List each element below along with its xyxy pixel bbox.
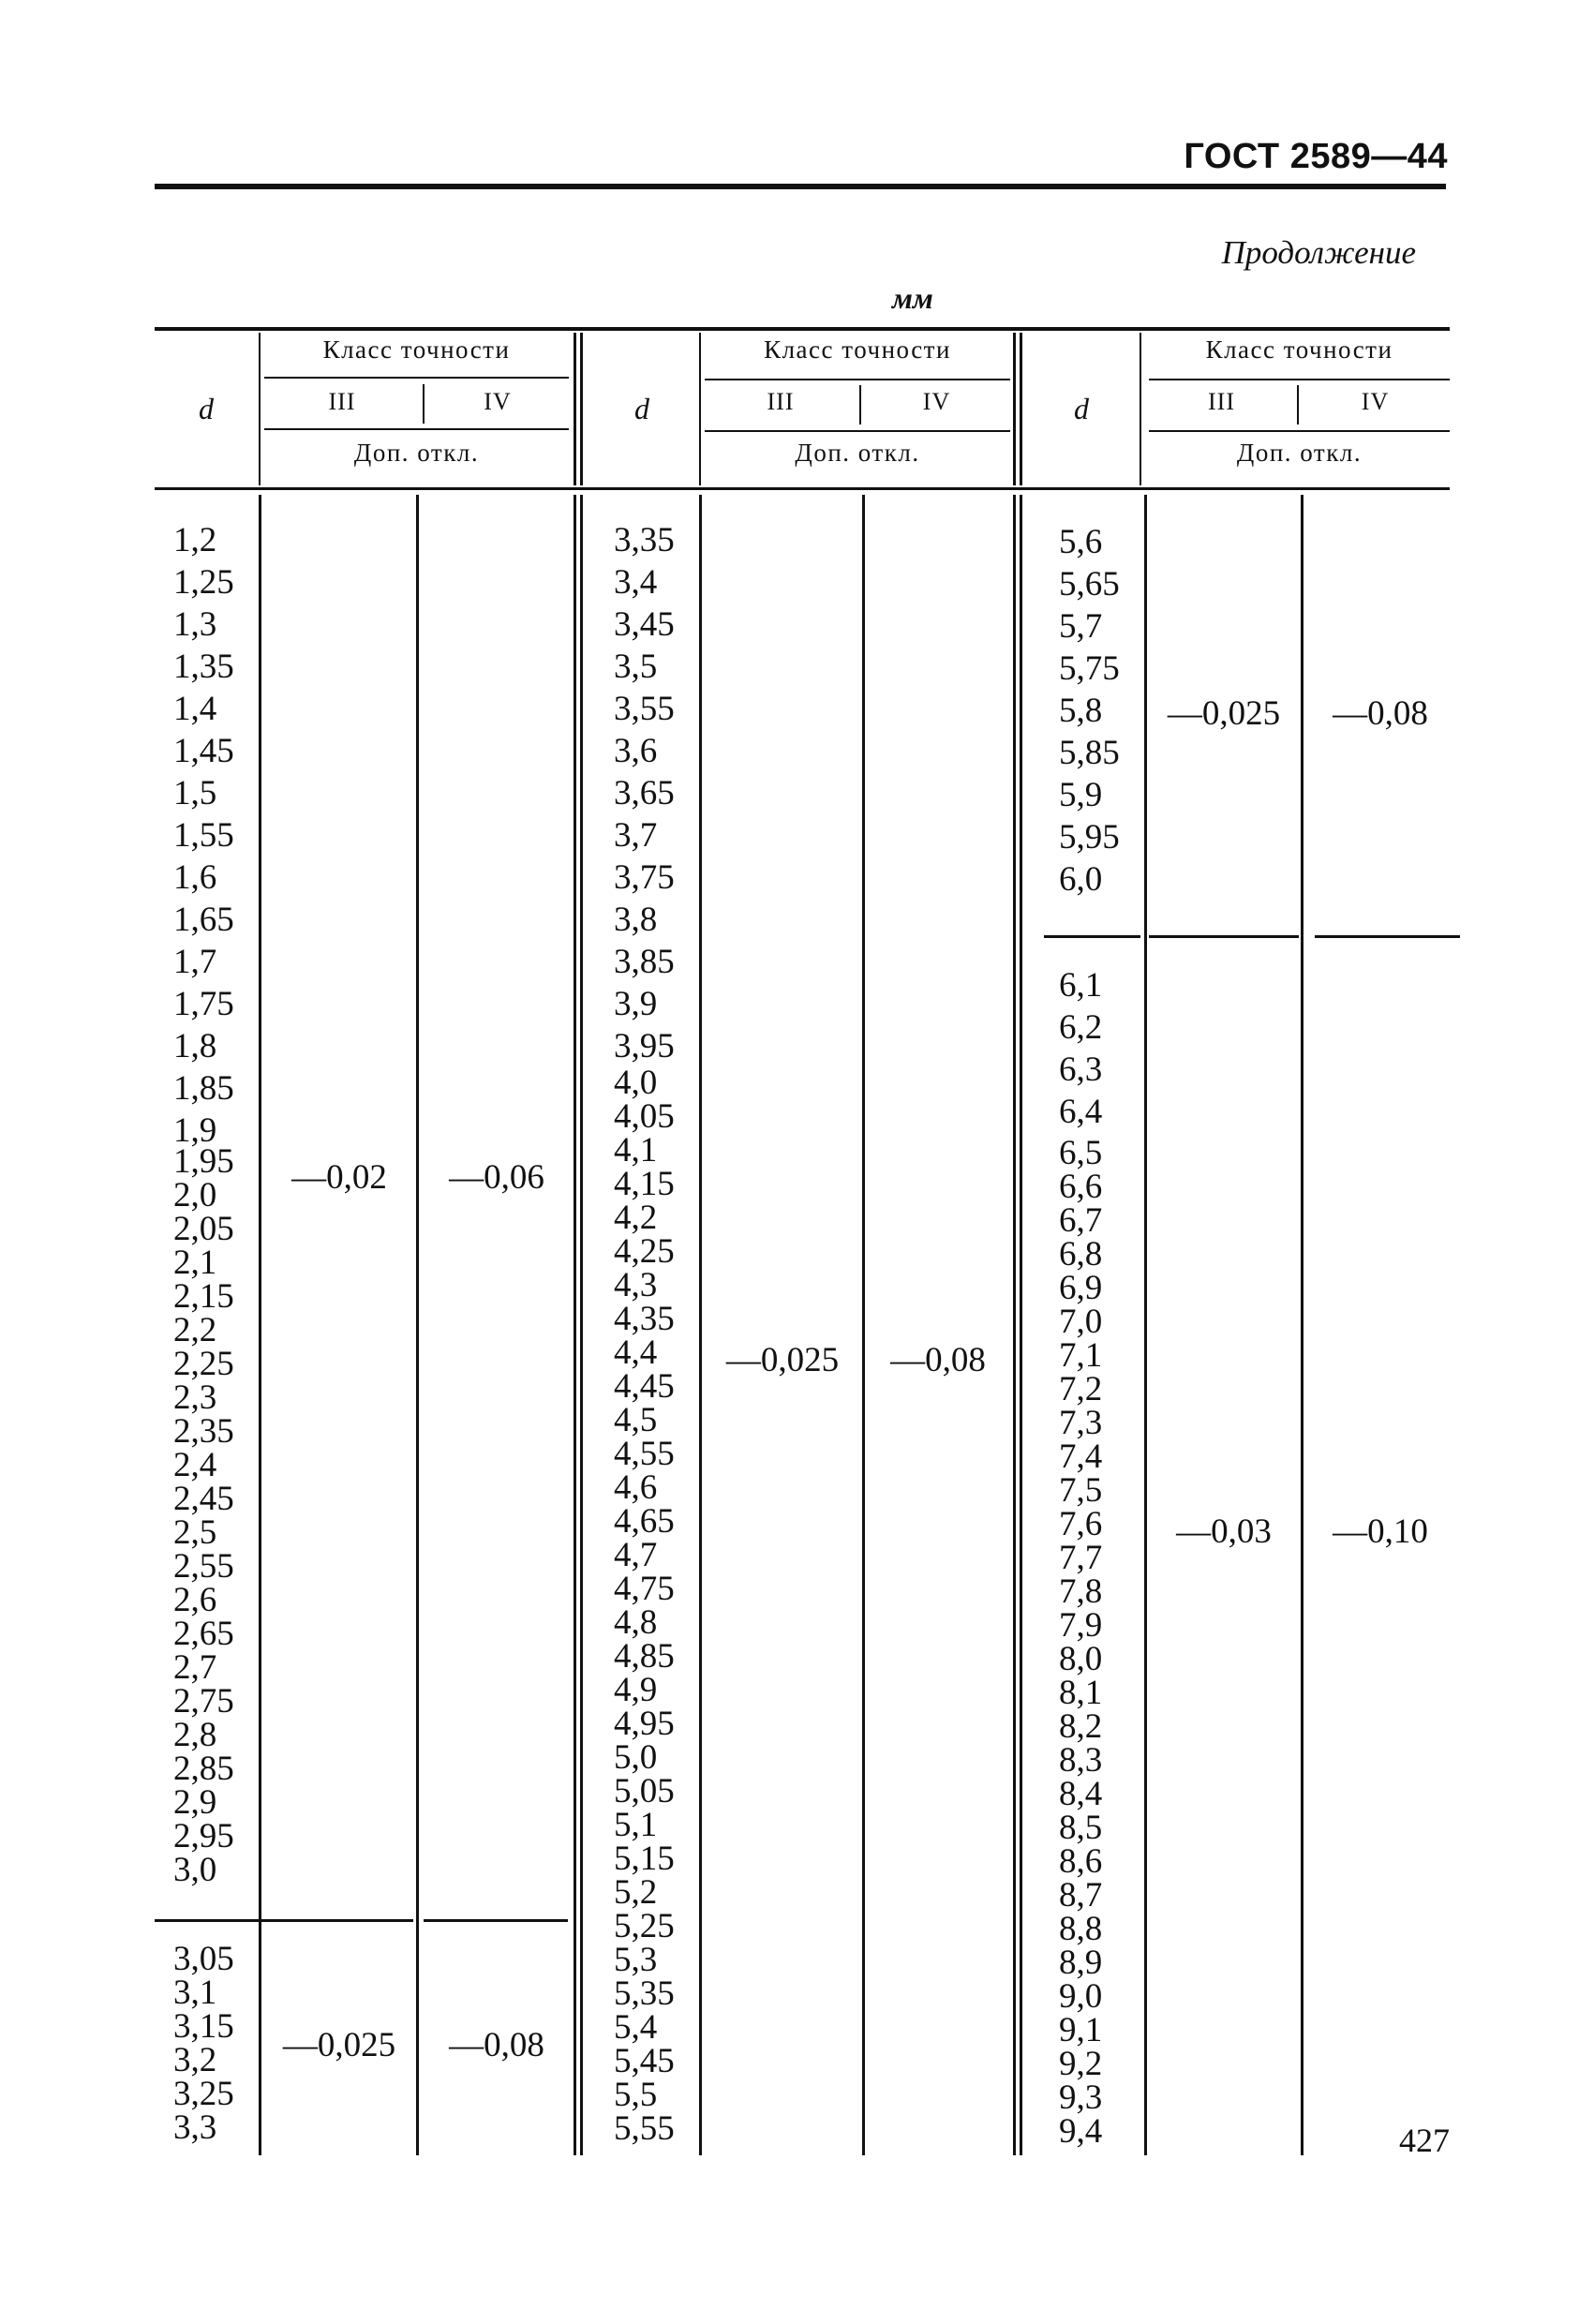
group-separator xyxy=(1149,935,1299,938)
header-subrule xyxy=(1149,430,1450,432)
d-value: 2,0 xyxy=(173,1176,217,1214)
d-value: 6,4 xyxy=(1059,1093,1103,1131)
d-value: 2,75 xyxy=(173,1682,234,1721)
d-value: 2,45 xyxy=(173,1480,234,1518)
column-rule xyxy=(1144,495,1147,2155)
d-value: 3,45 xyxy=(614,605,675,644)
d-value: 5,9 xyxy=(1059,776,1103,814)
column-rule xyxy=(699,333,701,485)
d-value: 1,95 xyxy=(173,1142,234,1181)
d-value: 3,2 xyxy=(173,2041,217,2079)
d-value: 8,4 xyxy=(1059,1775,1103,1813)
group-separator xyxy=(424,1919,568,1922)
header-subrule xyxy=(1149,379,1450,380)
deviation-iv: —0,08 xyxy=(1333,694,1428,733)
header-deviation: Доп. откл. xyxy=(353,439,480,467)
d-value: 4,7 xyxy=(614,1536,658,1574)
d-value: 3,8 xyxy=(614,901,658,939)
d-value: 2,5 xyxy=(173,1513,217,1552)
d-value: 4,55 xyxy=(614,1435,675,1473)
d-value: 6,2 xyxy=(1059,1008,1103,1047)
d-value: 2,05 xyxy=(173,1210,234,1248)
block-double-rule xyxy=(580,333,583,485)
header-class-iv: IV xyxy=(922,388,951,415)
deviation-iv: —0,06 xyxy=(449,1158,544,1197)
d-value: 1,25 xyxy=(173,563,234,602)
d-value: 2,1 xyxy=(173,1244,217,1282)
d-value: 8,6 xyxy=(1059,1842,1103,1881)
d-value: 5,85 xyxy=(1059,734,1120,772)
d-value: 2,7 xyxy=(173,1648,217,1687)
d-value: 4,5 xyxy=(614,1401,658,1439)
d-value: 1,2 xyxy=(173,521,217,559)
d-value: 6,6 xyxy=(1059,1168,1103,1206)
d-value: 5,45 xyxy=(614,2042,675,2080)
d-value: 4,4 xyxy=(614,1333,658,1372)
d-value: 2,85 xyxy=(173,1750,234,1788)
d-value: 7,3 xyxy=(1059,1404,1103,1442)
d-value: 3,35 xyxy=(614,521,675,559)
d-value: 7,0 xyxy=(1059,1303,1103,1341)
d-value: 2,9 xyxy=(173,1783,217,1822)
d-value: 8,8 xyxy=(1059,1910,1103,1948)
column-rule xyxy=(259,333,261,485)
d-value: 4,65 xyxy=(614,1502,675,1541)
header-separator xyxy=(1297,385,1299,425)
d-value: 8,3 xyxy=(1059,1741,1103,1780)
d-values xyxy=(614,1066,675,2146)
d-value: 6,7 xyxy=(1059,1201,1103,1240)
deviation-iii: —0,025 xyxy=(282,2026,396,2064)
d-value: 4,95 xyxy=(614,1705,675,1743)
column-rule xyxy=(1140,333,1141,485)
d-value: 9,0 xyxy=(1059,1977,1103,2016)
d-value: 5,15 xyxy=(614,1840,675,1878)
d-value: 4,3 xyxy=(614,1266,658,1304)
d-value: 5,7 xyxy=(1059,607,1103,646)
header-subrule xyxy=(705,379,1010,380)
block-double-rule xyxy=(1013,495,1016,2155)
d-value: 4,15 xyxy=(614,1165,675,1203)
d-value: 5,95 xyxy=(1059,818,1120,857)
continuation-label: Продолжение xyxy=(1221,234,1416,271)
column-rule xyxy=(862,495,865,2155)
header-deviation: Доп. откл. xyxy=(795,439,920,467)
header-class-iv: IV xyxy=(484,388,512,415)
d-value: 6,1 xyxy=(1059,966,1103,1005)
d-value: 9,2 xyxy=(1059,2045,1103,2083)
column-rule xyxy=(699,495,702,2155)
d-values xyxy=(173,519,234,1152)
d-value: 7,6 xyxy=(1059,1505,1103,1543)
standard-number: ГОСТ 2589—44 xyxy=(1184,137,1448,176)
d-value: 8,9 xyxy=(1059,1944,1103,1982)
header-class-iii: III xyxy=(767,388,795,415)
d-value: 2,15 xyxy=(173,1277,234,1316)
d-value: 5,8 xyxy=(1059,692,1103,730)
d-value: 4,1 xyxy=(614,1131,658,1169)
d-value: 1,65 xyxy=(173,901,234,939)
d-value: 2,95 xyxy=(173,1817,234,1855)
d-value: 3,95 xyxy=(614,1027,675,1065)
d-value: 1,45 xyxy=(173,732,234,770)
d-value: 5,35 xyxy=(614,1974,675,2013)
d-value: 3,0 xyxy=(173,1851,217,1889)
block-double-rule xyxy=(574,495,576,2155)
d-value: 2,55 xyxy=(173,1547,234,1586)
header-d: d xyxy=(1074,392,1089,425)
deviation-iv: —0,08 xyxy=(449,2026,544,2064)
d-value: 5,3 xyxy=(614,1941,658,1979)
d-value: 4,6 xyxy=(614,1468,658,1507)
d-value: 2,2 xyxy=(173,1311,217,1349)
d-value: 3,25 xyxy=(173,2075,234,2113)
block-double-rule xyxy=(1020,495,1022,2155)
d-value: 4,45 xyxy=(614,1367,675,1406)
d-value: 4,75 xyxy=(614,1570,675,1608)
header-rule xyxy=(155,184,1446,189)
deviation-iv: —0,08 xyxy=(890,1341,986,1379)
units-label: мм xyxy=(892,281,933,315)
d-value: 3,55 xyxy=(614,690,675,728)
d-value: 7,8 xyxy=(1059,1572,1103,1611)
header-class: Класс точности xyxy=(322,335,511,364)
block-double-rule xyxy=(1013,333,1016,485)
d-value: 8,7 xyxy=(1059,1876,1103,1914)
deviation-iii: —0,02 xyxy=(291,1158,387,1197)
d-value: 3,7 xyxy=(614,816,658,855)
header-class-iii: III xyxy=(328,388,356,415)
d-value: 3,1 xyxy=(173,1974,217,2012)
d-values xyxy=(1059,1134,1103,2151)
d-value: 1,4 xyxy=(173,690,217,728)
d-value: 3,85 xyxy=(614,943,675,981)
header-separator xyxy=(423,384,425,424)
block-double-rule xyxy=(574,333,576,485)
d-value: 8,5 xyxy=(1059,1809,1103,1847)
d-value: 3,6 xyxy=(614,732,658,770)
d-values xyxy=(173,1142,234,1889)
d-value: 2,6 xyxy=(173,1581,217,1619)
d-value: 5,75 xyxy=(1059,649,1120,688)
d-value: 7,4 xyxy=(1059,1438,1103,1476)
d-value: 3,75 xyxy=(614,858,675,897)
header-deviation: Доп. откл. xyxy=(1236,439,1363,467)
d-value: 5,25 xyxy=(614,1907,675,1945)
d-value: 3,5 xyxy=(614,648,658,686)
d-value: 4,05 xyxy=(614,1097,675,1136)
d-value: 2,35 xyxy=(173,1412,234,1451)
d-value: 7,9 xyxy=(1059,1606,1103,1645)
d-value: 2,8 xyxy=(173,1716,217,1754)
d-value: 4,8 xyxy=(614,1603,658,1642)
header-class: Класс точности xyxy=(1205,335,1393,364)
d-value: 2,65 xyxy=(173,1615,234,1653)
d-values xyxy=(1059,964,1102,1133)
d-value: 4,25 xyxy=(614,1232,675,1271)
header-subrule xyxy=(264,377,569,379)
header-subrule xyxy=(264,428,569,430)
block-double-rule xyxy=(580,495,583,2155)
d-value: 4,9 xyxy=(614,1671,658,1709)
group-separator xyxy=(1315,935,1460,938)
block-double-rule xyxy=(1020,333,1022,485)
d-value: 4,0 xyxy=(614,1064,658,1102)
d-value: 8,0 xyxy=(1059,1640,1103,1678)
page-number: 427 xyxy=(1399,2122,1450,2159)
d-value: 7,5 xyxy=(1059,1471,1103,1510)
d-value: 6,3 xyxy=(1059,1050,1103,1089)
table-header-rule xyxy=(155,487,1450,490)
d-value: 1,75 xyxy=(173,985,234,1023)
d-value: 9,4 xyxy=(1059,2112,1103,2151)
table-top-rule xyxy=(155,327,1450,331)
d-value: 7,7 xyxy=(1059,1539,1103,1577)
d-value: 4,2 xyxy=(614,1199,658,1237)
d-value: 5,2 xyxy=(614,1873,658,1912)
d-value: 3,65 xyxy=(614,774,675,812)
column-rule xyxy=(259,495,261,2155)
d-value: 5,5 xyxy=(614,2076,658,2114)
column-rule xyxy=(1301,495,1304,2155)
d-value: 1,6 xyxy=(173,858,217,897)
header-class: Класс точности xyxy=(764,335,951,364)
header-class-iv: IV xyxy=(1361,388,1390,415)
d-value: 3,05 xyxy=(173,1940,234,1978)
d-value: 6,0 xyxy=(1059,860,1103,899)
d-value: 6,9 xyxy=(1059,1269,1103,1307)
deviation-iii: —0,025 xyxy=(725,1341,840,1379)
d-value: 1,3 xyxy=(173,605,217,644)
d-value: 2,4 xyxy=(173,1446,217,1484)
d-value: 5,4 xyxy=(614,2008,658,2047)
d-value: 5,6 xyxy=(1059,523,1103,561)
group-separator xyxy=(1044,935,1140,938)
header-subrule xyxy=(705,430,1010,432)
d-value: 3,4 xyxy=(614,563,658,602)
d-value: 7,2 xyxy=(1059,1370,1103,1408)
d-value: 8,1 xyxy=(1059,1674,1103,1712)
d-value: 5,05 xyxy=(614,1772,675,1810)
d-value: 5,1 xyxy=(614,1806,658,1844)
d-value: 8,2 xyxy=(1059,1707,1103,1746)
d-value: 1,9 xyxy=(173,1111,217,1150)
d-value: 5,65 xyxy=(1059,565,1120,603)
header-separator xyxy=(859,385,861,425)
deviation-iii: —0,03 xyxy=(1176,1512,1272,1551)
d-values xyxy=(614,519,675,1067)
d-value: 1,35 xyxy=(173,648,234,686)
d-value: 6,5 xyxy=(1059,1134,1103,1172)
d-values xyxy=(173,1940,234,2147)
d-value: 1,55 xyxy=(173,816,234,855)
d-value: 5,55 xyxy=(614,2109,675,2148)
d-value: 1,8 xyxy=(173,1027,217,1065)
d-value: 3,9 xyxy=(614,985,658,1023)
d-value: 6,8 xyxy=(1059,1235,1103,1274)
d-value: 2,3 xyxy=(173,1378,217,1417)
d-value: 1,85 xyxy=(173,1069,234,1108)
header-d: d xyxy=(634,392,649,425)
group-separator xyxy=(155,1919,413,1922)
d-value: 7,1 xyxy=(1059,1336,1103,1375)
d-value: 4,35 xyxy=(614,1300,675,1338)
d-value: 1,5 xyxy=(173,774,217,812)
deviation-iv: —0,10 xyxy=(1333,1512,1428,1551)
d-value: 5,0 xyxy=(614,1738,658,1777)
d-value: 4,85 xyxy=(614,1637,675,1676)
column-rule xyxy=(416,495,419,2155)
d-value: 2,25 xyxy=(173,1345,234,1383)
d-value: 9,1 xyxy=(1059,2011,1103,2049)
header-class-iii: III xyxy=(1208,388,1235,415)
d-value: 3,15 xyxy=(173,2007,234,2046)
d-value: 3,3 xyxy=(173,2108,217,2147)
d-values xyxy=(1059,521,1120,901)
header-d: d xyxy=(199,392,214,425)
d-value: 1,7 xyxy=(173,943,217,981)
deviation-iii: —0,025 xyxy=(1167,694,1281,733)
d-value: 9,3 xyxy=(1059,2078,1103,2117)
